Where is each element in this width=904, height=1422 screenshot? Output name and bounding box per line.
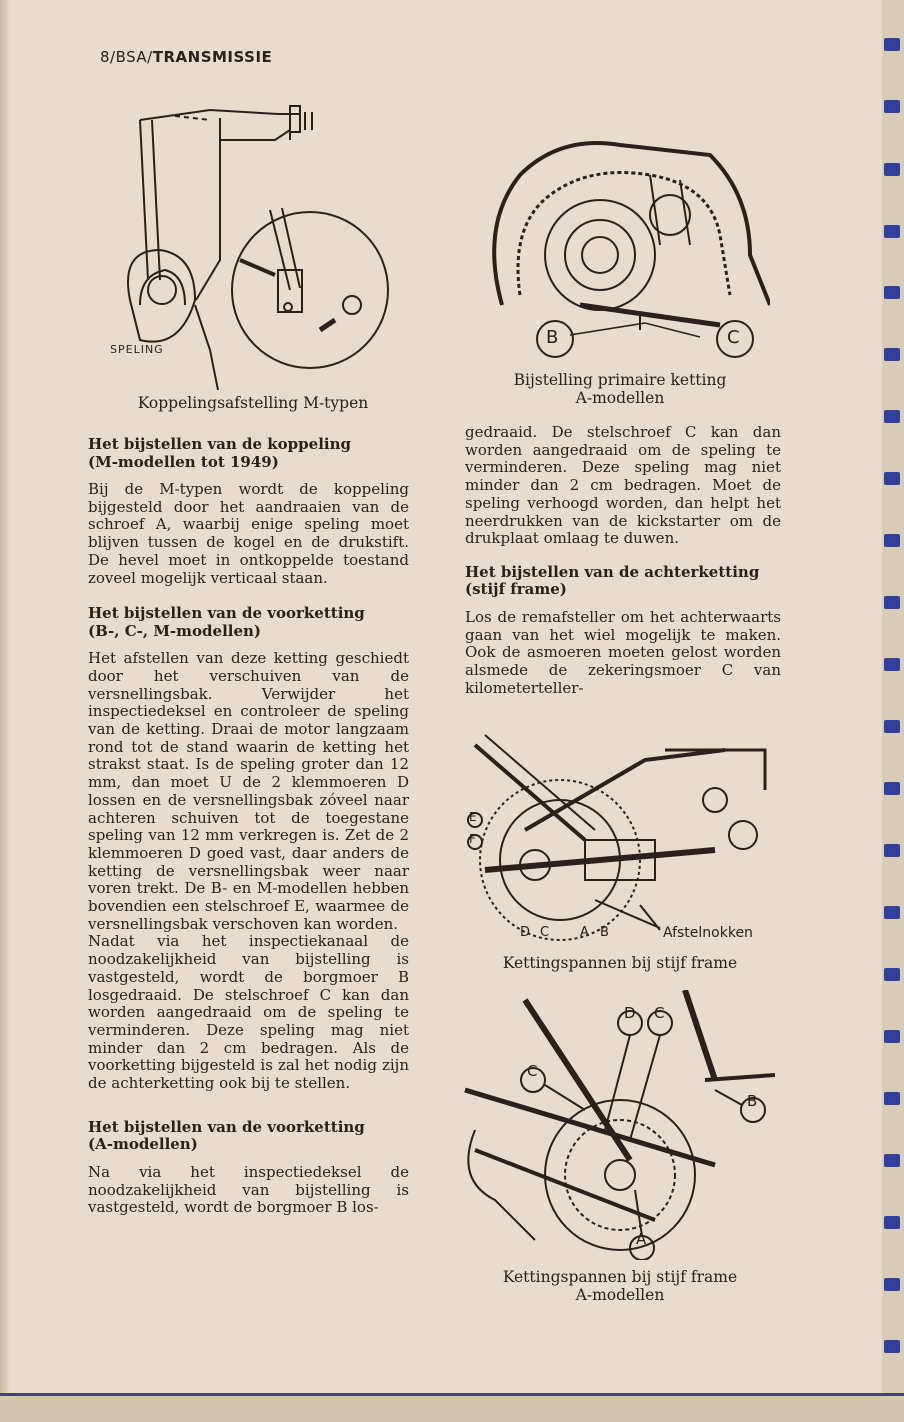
heading-front-chain-a: Het bijstellen van de voorketting (A-modellen): [88, 1117, 365, 1154]
paragraph-front-chain-a: Na via het inspectiedeksel de noodzakelijkheid van bijstelling is vastgesteld, wordt de borgmoer B los-: [88, 1162, 409, 1217]
caption-fig4-line2: A-modellen: [575, 1285, 665, 1304]
binding-ring: [884, 844, 900, 857]
label-b: B: [546, 327, 559, 348]
left-column: [88, 436, 409, 1217]
binding-ring: [884, 534, 900, 547]
header-section: TRANSMISSIE: [152, 48, 273, 66]
binding-ring: [884, 906, 900, 919]
label-a: A: [636, 1230, 647, 1248]
label-e: E: [469, 810, 477, 824]
label-c: C: [654, 1004, 665, 1022]
binding-ring: [884, 1340, 900, 1353]
label-c-lower: C: [527, 1062, 538, 1080]
binding-ring: [884, 782, 900, 795]
heading-rear-chain: Het bijstellen van de achterketting (stijf frame): [465, 562, 760, 599]
spiral-binding-edge: [882, 0, 904, 1422]
binding-ring: [884, 596, 900, 609]
figure-rear-chain-rigid: [465, 730, 775, 945]
binding-ring: [884, 100, 900, 113]
binding-ring: [884, 410, 900, 423]
paragraph-front-chain: Het afstellen van deze ketting geschiedt door het verschuiven van de versnellingsbak. Verwijder het inspectiedeksel en controleer de speling van de ketting. Draai de motor langzaam rond tot de stand waarin de ketting het strakst staat. Is de speling groter dan 12 mm, dan moet U de 2 klemmoeren D lossen en de versnellingsbak zóveel naar achteren schuiven tot de toegestane speling van 12 mm verkregen is. Zet de 2 klemmoeren D goed vast, daar anders de ketting de versnellingsbak weer naar voren trekt. De B- en M-modellen hebben bovendien een stelschroef E, waarmee de versnellingsbak verschoven kan worden.: [88, 649, 409, 933]
figure-rear-chain-a: [455, 990, 775, 1260]
label-c: C: [727, 327, 740, 348]
binding-ring: [884, 968, 900, 981]
rear-chain-a-illustration: [455, 990, 775, 1260]
caption-fig3: Kettingspannen bij stijf frame: [502, 954, 738, 972]
figure-clutch-adjustment: [100, 100, 400, 390]
caption-fig4: [470, 1269, 770, 1304]
binding-ring: [884, 472, 900, 485]
caption-fig2: [470, 372, 770, 407]
rear-chain-illustration: [465, 730, 775, 945]
caption-fig2-line1: Bijstelling primaire ketting: [513, 371, 727, 389]
binding-ring: [884, 1154, 900, 1167]
label-afstelnokken: Afstelnokken: [663, 925, 753, 941]
figure-primary-chain: [480, 105, 770, 370]
label-d: D: [624, 1004, 636, 1022]
caption-fig1: Koppelingsafstelling M-typen: [137, 394, 369, 412]
paragraph-clutch: Bij de M-typen wordt de koppeling bijgesteld door het aandraaien van de schroef A, waarbij enige speling moet blijven tussen de kogel en de drukstift. De hevel moet in ontkoppelde toestand zoveel mogelijk verticaal staan.: [88, 480, 409, 587]
binding-ring: [884, 225, 900, 238]
label-b: B: [747, 1092, 758, 1110]
paragraph-front-chain-2: Nadat via het inspectiekanaal de noodzakelijkheid van bijstelling is vastgesteld, wordt de borgmoer B losgedraaid. De stelschroef C kan dan worden aangedraaid om de speling te verminderen. Deze speling mag niet minder dan 2 cm bedragen. Als de voorketting bijgesteld is zal het nodig zijn de achterketting ook bij te stellen.: [88, 932, 409, 1093]
paragraph-rear-chain: Los de remafsteller om het achterwaarts gaan van het wiel mogelijk te maken. Ook de asmoeren moeten gelost worden alsmede de zekeringsmoer C van kilometerteller-: [465, 607, 781, 697]
label-b: B: [600, 925, 609, 940]
binding-ring: [884, 658, 900, 671]
heading-front-chain: Het bijstellen van de voorketting (B-, C-, M-modellen): [88, 604, 365, 640]
label-d: D: [520, 925, 531, 940]
label-c: C: [540, 925, 550, 940]
caption-fig4-line1: Kettingspannen bij stijf frame: [502, 1268, 738, 1286]
caption-fig2-line2: A-modellen: [575, 388, 665, 407]
binding-ring: [884, 720, 900, 733]
binding-ring: [884, 1278, 900, 1291]
heading-clutch: Het bijstellen van de koppeling (M-modellen tot 1949): [88, 435, 351, 471]
right-column: [465, 424, 781, 697]
binding-ring: [884, 1216, 900, 1229]
binding-ring: [884, 163, 900, 176]
label-f: F: [469, 832, 476, 846]
binding-ring: [884, 286, 900, 299]
speling-label: SPELING: [110, 343, 164, 356]
binding-ring: [884, 38, 900, 51]
running-header: [100, 48, 272, 66]
binding-ring: [884, 1092, 900, 1105]
page-bottom-edge: [0, 1393, 904, 1422]
label-a: A: [580, 925, 589, 940]
paragraph-continued: gedraaid. De stelschroef C kan dan worden aangedraaid om de speling te verminderen. Deze speling mag niet minder dan 2 cm bedragen. Moet de speling verhoogd worden, dan helpt het neerdrukken van de kickstarter om de drukplaat omlaag te duwen.: [465, 423, 781, 548]
header-page: 8/BSA/: [100, 48, 153, 66]
binding-ring: [884, 1030, 900, 1043]
binding-ring: [884, 348, 900, 361]
page-left-shadow: [0, 0, 10, 1422]
